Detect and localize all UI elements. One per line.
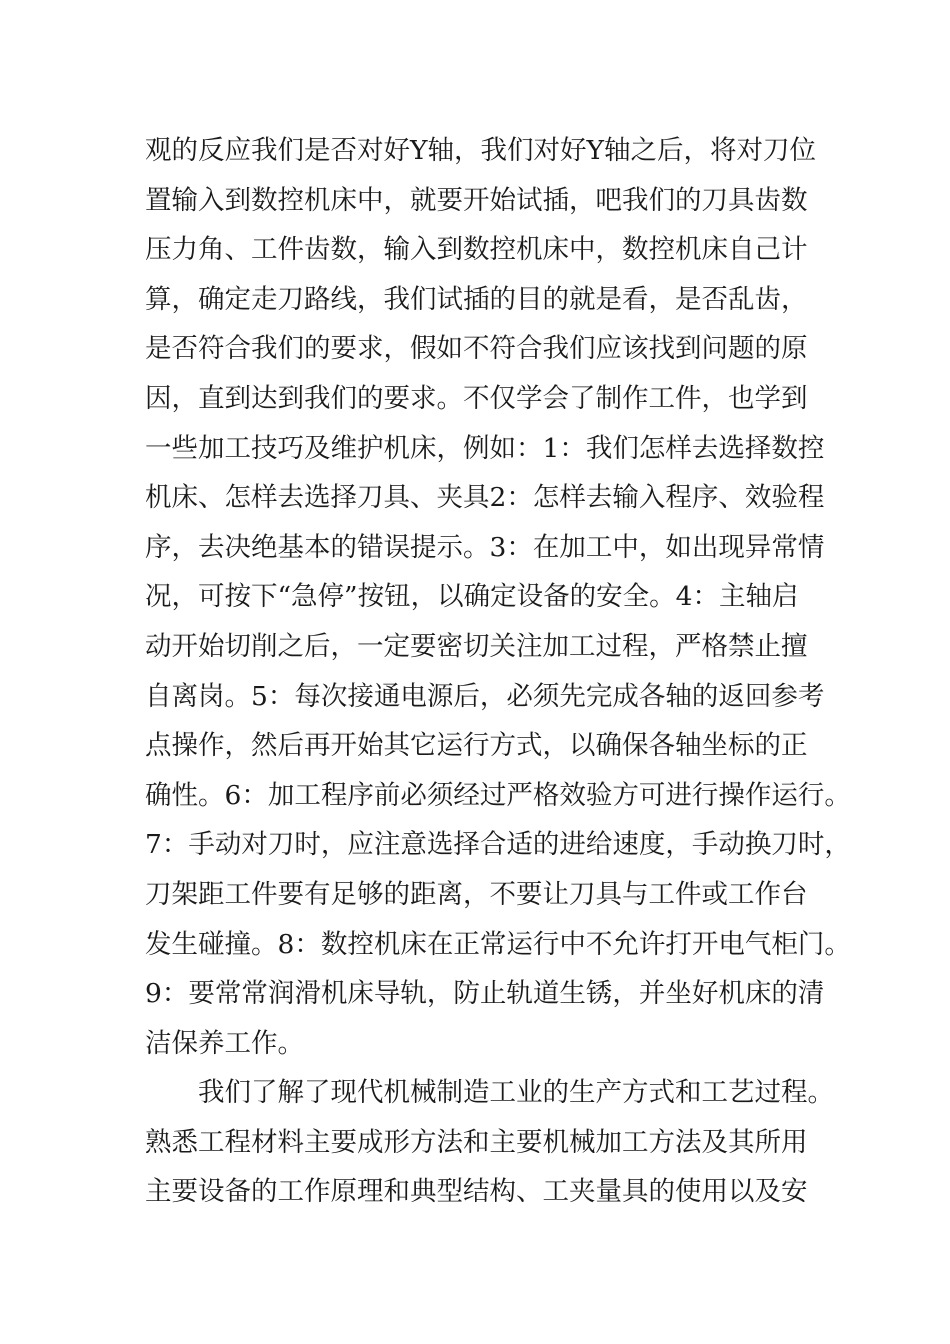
text-line: 熟悉工程材料主要成形方法和主要机械加工方法及其所用 xyxy=(145,1126,808,1158)
text-line: 因，直到达到我们的要求。不仅学会了制作工件，也学到 xyxy=(145,382,808,414)
text-line: 自离岗。5：每次接通电源后，必须先完成各轴的返回参考 xyxy=(145,680,825,712)
text-line: 一些加工技巧及维护机床，例如：1：我们怎样去选择数控 xyxy=(145,432,825,464)
text-line: 刀架距工件要有足够的距离，不要让刀具与工件或工作台 xyxy=(145,878,808,910)
text-line: 主要设备的工作原理和典型结构、工夹量具的使用以及安 xyxy=(145,1176,808,1208)
text-line: 压力角、工件齿数，输入到数控机床中，数控机床自己计 xyxy=(145,234,808,266)
text-line: 算，确定走刀路线，我们试插的目的就是看，是否乱齿， xyxy=(145,283,808,315)
paragraph-first-line: 我们了解了现代机械制造工业的生产方式和工艺过程。 xyxy=(198,1077,834,1109)
text-line: 9：要常常润滑机床导轨，防止轨道生锈，并坐好机床的清 xyxy=(145,978,825,1010)
text-line: 机床、怎样去选择刀具、夹具2：怎样去输入程序、效验程 xyxy=(145,482,825,514)
text-line: 观的反应我们是否对好Y轴，我们对好Y轴之后，将对刀位 xyxy=(145,135,816,166)
text-line: 是否符合我们的要求，假如不符合我们应该找到问题的原 xyxy=(145,333,808,365)
text-line: 发生碰撞。8：数控机床在正常运行中不允许打开电气柜门。 xyxy=(145,928,851,960)
text-line: 洁保养工作。 xyxy=(145,1027,304,1059)
text-line: 确性。6：加工程序前必须经过严格效验方可进行操作运行。 xyxy=(145,779,851,811)
text-line: 点操作，然后再开始其它运行方式，以确保各轴坐标的正 xyxy=(145,730,808,762)
text-line: 置输入到数控机床中，就要开始试插，吧我们的刀具齿数 xyxy=(145,184,808,216)
text-line: 7：手动对刀时，应注意选择合适的进给速度，手动换刀时， xyxy=(145,829,851,861)
text-line: 动开始切削之后，一定要密切关注加工过程，严格禁止擅 xyxy=(145,630,808,662)
text-line: 况，可按下“急停”按钮，以确定设备的安全。4：主轴启 xyxy=(145,581,799,613)
text-line: 序，去决绝基本的错误提示。3：在加工中，如出现异常情 xyxy=(145,531,825,563)
body-text xyxy=(145,126,851,1217)
